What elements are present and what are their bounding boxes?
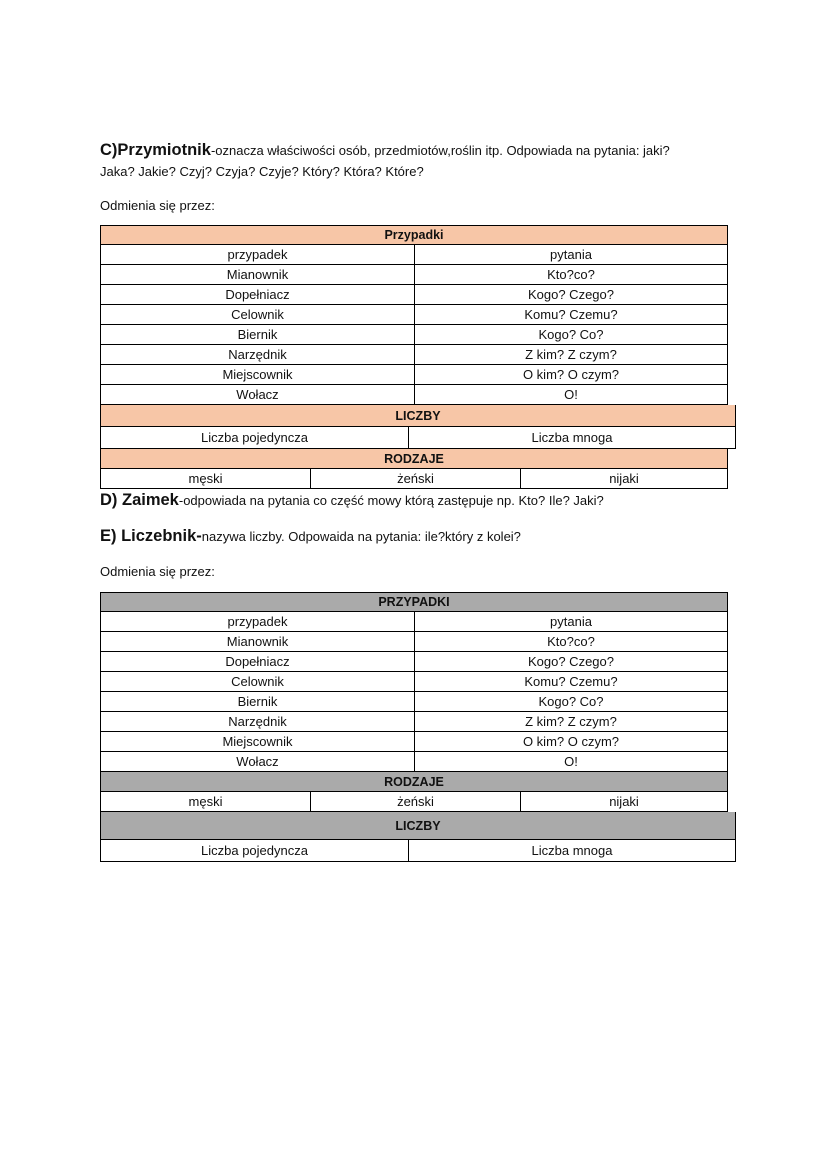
table-row [100,365,728,385]
case-question-cell: Z kim? Z czym? [414,712,727,731]
declension-table-numeral [100,592,728,862]
section-e-paragraph [100,526,740,547]
case-name-cell: Biernik [237,327,278,342]
gender-neuter-cell: nijaki [520,792,727,811]
case-question-cell: O! [414,385,727,404]
table-row [100,285,728,305]
section-c-text-line2: Jaka? Jakie? Czyj? Czyja? Czyje? Który? Która? Które? [100,164,424,179]
case-question-cell: O kim? O czym? [414,365,727,384]
case-question-cell: Kogo? Co? [414,692,727,711]
section-e-heading: E) Liczebnik- [100,527,202,545]
cases-header: Przypadki [384,228,444,242]
case-name-cell: Biernik [237,694,278,709]
case-name-cell: Miejscownik [222,734,293,749]
table-row [100,692,728,712]
table-row [100,385,728,405]
gender-feminine-cell: żeński [310,792,520,811]
case-name-cell: Celownik [231,674,284,689]
gender-masculine-cell: męski [188,794,223,809]
gender-feminine-cell: żeński [310,469,520,488]
numbers-header: LICZBY [395,408,441,423]
table-row [100,732,728,752]
gender-masculine-cell: męski [188,471,223,486]
table-row [100,752,728,772]
cases-header: PRZYPADKI [378,595,450,609]
genders-header: RODZAJE [384,451,444,466]
case-name-cell: Celownik [231,307,284,322]
cases-header-row [100,592,728,612]
section-e-text: nazywa liczby. Odpowaida na pytania: ile?który z kolei? [201,529,521,544]
case-name-cell: Wołacz [236,754,279,769]
case-name-cell: Mianownik [226,634,289,649]
column-header-row [100,245,728,265]
numbers-row [100,427,736,449]
genders-header: RODZAJE [384,774,444,789]
case-question-cell: Kto?co? [414,632,727,651]
case-question-cell: Komu? Czemu? [414,672,727,691]
case-question-cell: O kim? O czym? [414,732,727,751]
table-row [100,325,728,345]
table-row [100,672,728,692]
gender-neuter-cell: nijaki [520,469,727,488]
case-name-cell: Narzędnik [228,347,287,362]
case-question-cell: Kto?co? [414,265,727,284]
genders-header-row [100,449,728,469]
case-name-cell: Miejscownik [222,367,293,382]
odmienia-label-1: Odmienia się przez: [100,198,215,213]
numbers-header: LICZBY [395,818,441,833]
section-c-text-line1: -oznacza właściwości osób, przedmiotów,roślin itp. Odpowiada na pytania: jaki? [210,143,670,158]
section-d-heading: D) Zaimek [100,491,179,509]
case-question-cell: Kogo? Czego? [414,285,727,304]
numbers-header-row [100,405,736,427]
table-row [100,712,728,732]
column-header-question: pytania [414,612,727,631]
table-row [100,345,728,365]
numbers-row [100,840,736,862]
number-singular-cell: Liczba pojedyncza [201,843,308,858]
case-question-cell: O! [414,752,727,771]
table-row [100,632,728,652]
case-name-cell: Dopełniacz [225,654,290,669]
section-d-text: -odpowiada na pytania co część mowy którą zastępuje np. Kto? Ile? Jaki? [178,493,604,508]
genders-header-row [100,772,728,792]
table-row [100,305,728,325]
section-c-heading: C)Przymiotnik [100,141,211,159]
section-c-paragraph [100,140,740,182]
column-header-row [100,612,728,632]
case-name-cell: Wołacz [236,387,279,402]
numbers-header-row [100,812,736,840]
table-row [100,652,728,672]
case-question-cell: Kogo? Co? [414,325,727,344]
section-d-paragraph [100,490,740,511]
declension-table-adjective [100,225,728,489]
column-header-question: pytania [414,245,727,264]
number-plural-cell: Liczba mnoga [408,427,735,448]
odmienia-label-2: Odmienia się przez: [100,564,215,579]
column-header-case: przypadek [227,247,288,262]
case-name-cell: Dopełniacz [225,287,290,302]
number-singular-cell: Liczba pojedyncza [201,430,308,445]
case-name-cell: Narzędnik [228,714,287,729]
case-name-cell: Mianownik [226,267,289,282]
case-question-cell: Kogo? Czego? [414,652,727,671]
cases-header-row [100,225,728,245]
genders-row [100,792,728,812]
genders-row [100,469,728,489]
column-header-case: przypadek [227,614,288,629]
table-row [100,265,728,285]
case-question-cell: Z kim? Z czym? [414,345,727,364]
number-plural-cell: Liczba mnoga [408,840,735,861]
case-question-cell: Komu? Czemu? [414,305,727,324]
